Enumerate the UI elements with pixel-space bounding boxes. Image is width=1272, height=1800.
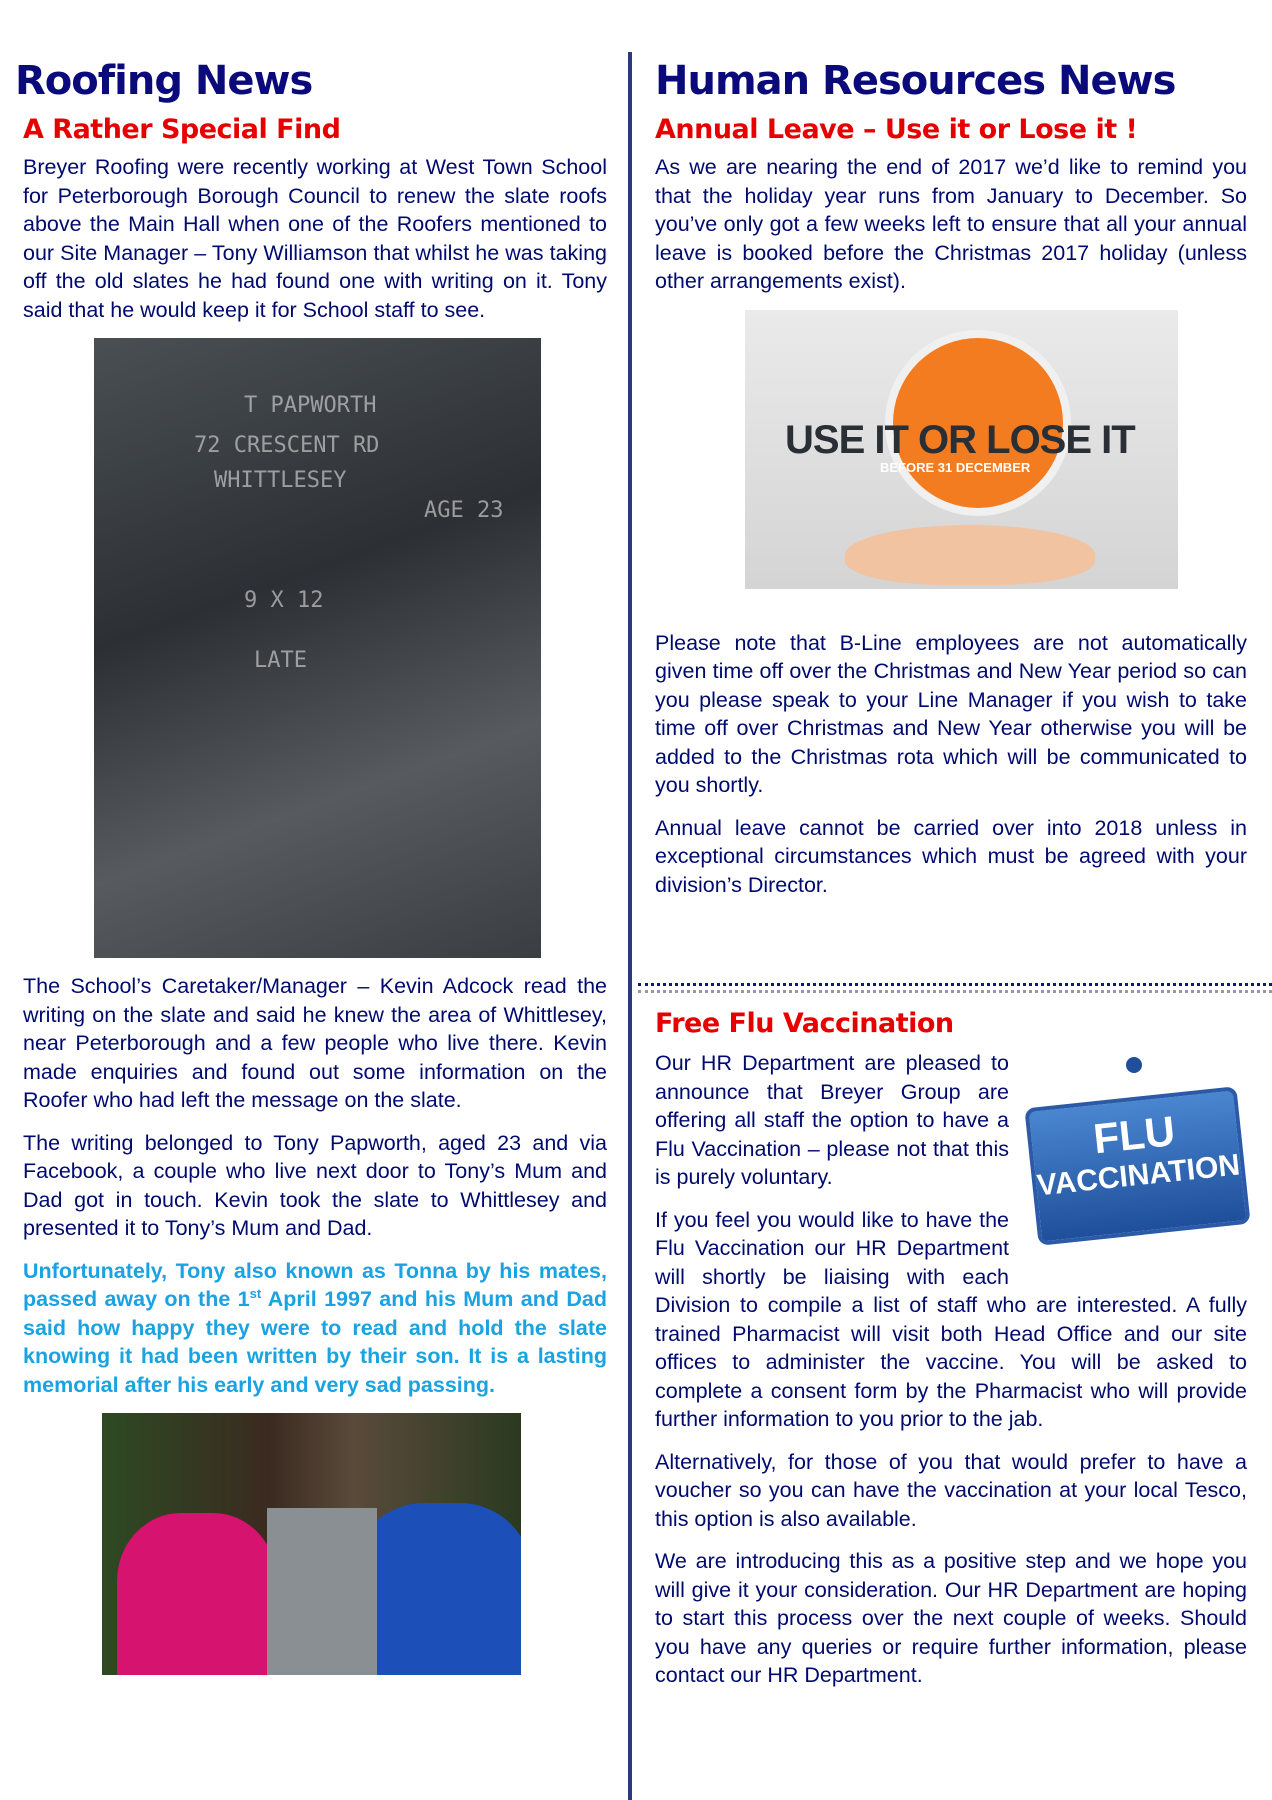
highlight-text: Unfortunately, Tony also known as Tonna by his mates, passed away on the 1 xyxy=(23,1258,607,1311)
image-title: USE IT OR LOSE IT xyxy=(785,417,1135,462)
hr-paragraph: As we are nearing the end of 2017 we’d like to remind you that the holiday year runs from January to December. So you’ve only got a few weeks left to ensure that all your annual leave is booked before the Christmas 2017 holiday (unless other arrangements exist). xyxy=(655,155,1247,293)
roofing-news-column xyxy=(15,52,607,1675)
hr-paragraph: Annual leave cannot be carried over into 2018 unless in exceptional circumstances which must be agreed with your division’s Director. xyxy=(655,815,1247,897)
roofing-paragraph: Breyer Roofing were recently working at West Town School for Peterborough Borough Council to renew the slate roofs above the Main Hall when one of the Roofers mentioned to our Site Manager – Tony Williamson that whilst he was taking off the old slates he had found one with writing on it. Tony said that he would keep it for School staff to see. xyxy=(23,155,607,322)
roofing-paragraph: The writing belonged to Tony Papworth, aged 23 and via Facebook, a couple who live next door to Tony’s Mum and Dad got in touch. Kevin took the slate to Whittlesey and presented it to Tony’s Mum and Dad. xyxy=(23,1130,607,1240)
column-divider xyxy=(628,52,632,1800)
roofing-subtitle: A Rather Special Find xyxy=(23,114,341,145)
slate-writing: T PAPWORTH xyxy=(244,393,377,418)
slate-held xyxy=(267,1508,377,1675)
flu-vaccination-sign xyxy=(1023,1057,1253,1257)
slate-photo xyxy=(94,338,541,958)
sign-text: VACCINATION xyxy=(1035,1148,1242,1203)
flu-subtitle: Free Flu Vaccination xyxy=(655,1008,954,1039)
flu-section xyxy=(655,998,1247,1704)
roofing-paragraph: The School’s Caretaker/Manager – Kevin Adcock read the writing on the slate and said he knew the area of Whittlesey, near Peterborough and a few people who live there. Kevin made enquiries and found out some information on the Roofer who had left the message on the slate. xyxy=(23,974,607,1112)
hand-image xyxy=(845,525,1095,585)
slate-writing: WHITTLESEY xyxy=(214,468,347,493)
highlight-text: April 1997 and his Mum and Dad said how happy they were to read and hold the slate knowing it had been written by their son. It is a lasting memorial after his early and very sad passing. xyxy=(23,1287,607,1397)
hr-subtitle: Annual Leave – Use it or Lose it ! xyxy=(655,114,1138,145)
slate-writing: LATE xyxy=(254,648,307,673)
use-it-or-lose-it-image xyxy=(745,310,1178,589)
slate-writing: 72 CRESCENT RD xyxy=(194,433,380,458)
image-subtitle: BEFORE 31 DECEMBER xyxy=(880,459,1031,475)
man-figure xyxy=(352,1503,521,1675)
slate-writing: AGE 23 xyxy=(424,498,504,523)
sign-text: FLU xyxy=(1091,1107,1178,1163)
hr-paragraph: Please note that B-Line employees are not automatically given time off over the Christmas and New Year period so can you please speak to your Line Manager if you wish to take time off over Christmas and New Year otherwise you will be added to the Christmas rota which will be communicated to you shortly. xyxy=(655,630,1247,797)
slate-writing: 9 X 12 xyxy=(244,588,324,613)
flu-paragraph: Alternatively, for those of you that would prefer to have a voucher so you can have the vaccination at your local Tesco, this option is also available. xyxy=(655,1449,1247,1531)
flu-paragraph: If you feel you would like to have the Flu Vaccination our HR Department will shortly be liaising with each Division to compile a list of staff who are interested. A fully trained Pharmacist will visit both Head Office and our site offices to administer the vaccine. You will be asked to complete a consent form by the Pharmacist who will provide further information to you prior to the jab. xyxy=(655,1207,1247,1431)
hr-title: Human Resources News xyxy=(655,58,1176,104)
sign-board xyxy=(1024,1086,1250,1246)
flu-paragraph: Our HR Department are pleased to announce that Breyer Group are offering all staff the option to have a Flu Vaccination – please not that this is purely voluntary. xyxy=(655,1051,1009,1189)
roofing-title: Roofing News xyxy=(15,58,313,104)
flu-paragraph: We are introducing this as a positive step and we hope you will give it your consideration. Our HR Department are hoping to start this process over the next couple of weeks. Should you have any queries or require further information, please contact our HR Department. xyxy=(655,1549,1247,1687)
section-divider-shadow xyxy=(638,990,1272,993)
parents-photo xyxy=(102,1413,521,1675)
woman-figure xyxy=(117,1513,277,1675)
ordinal-suffix: st xyxy=(249,1285,262,1301)
roofing-highlight-paragraph xyxy=(23,1257,607,1400)
section-divider xyxy=(638,983,1272,986)
pin-icon xyxy=(1126,1057,1142,1073)
hr-news-column xyxy=(655,52,1247,1687)
